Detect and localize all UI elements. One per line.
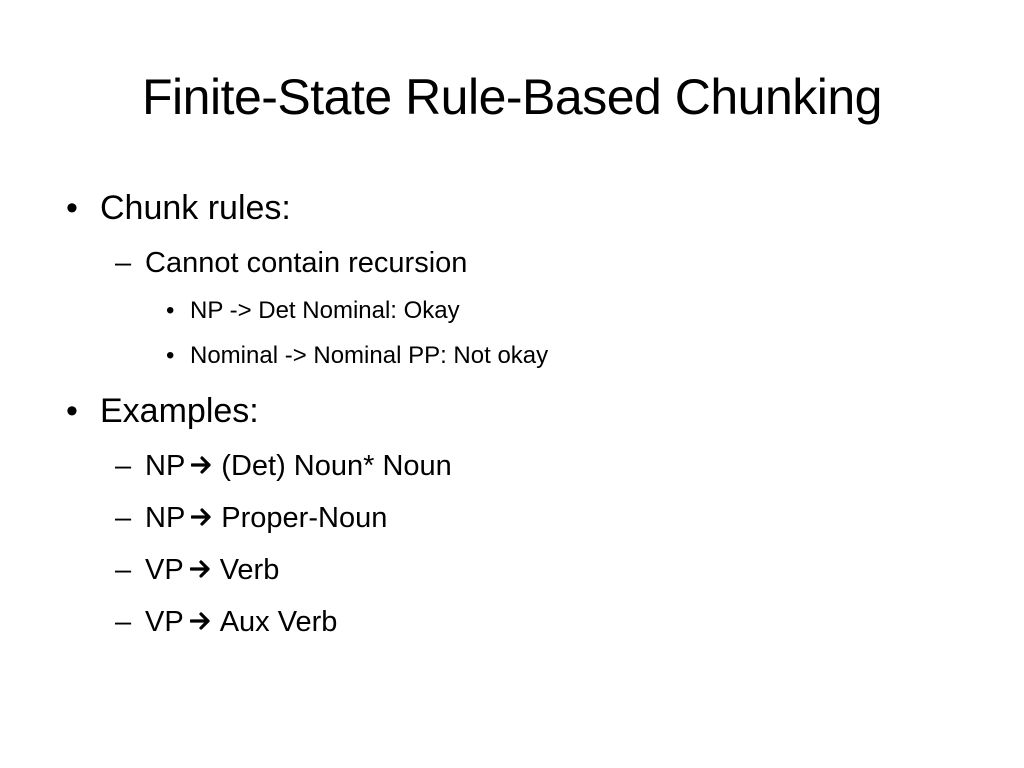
rule-text [145, 499, 387, 537]
sub-bullet-text: Cannot contain recursion [145, 247, 468, 279]
dash-marker: – [115, 450, 132, 482]
right-arrow-icon [190, 559, 212, 579]
bullet-marker: • [166, 342, 175, 369]
bullet-text: Chunk rules: [100, 189, 291, 227]
bullet-marker: • [66, 189, 78, 227]
rule-rhs: Proper-Noun [221, 502, 388, 534]
sub-sub-bullet-text: Nominal -> Nominal PP: Not okay [190, 342, 549, 369]
rule-lhs: VP [145, 554, 184, 586]
rule-rhs: Aux Verb [219, 606, 338, 638]
dash-marker: – [115, 554, 132, 586]
dash-marker: – [115, 606, 132, 638]
bullet-marker: • [66, 392, 78, 430]
rule-text [145, 447, 452, 485]
bullet-marker: • [166, 297, 175, 324]
rule-rhs: (Det) Noun* Noun [221, 450, 452, 482]
right-arrow-icon [190, 611, 212, 631]
bullet-text: Examples: [100, 392, 259, 430]
slide-title: Finite-State Rule-Based Chunking [142, 69, 882, 125]
rule-lhs: NP [145, 450, 186, 482]
rule-lhs: VP [145, 606, 184, 638]
right-arrow-icon [191, 507, 213, 527]
rule-lhs: NP [145, 502, 186, 534]
rule-text [145, 603, 337, 641]
rule-text [145, 551, 279, 589]
rule-rhs: Verb [219, 554, 280, 586]
right-arrow-icon [191, 455, 213, 475]
sub-sub-bullet-text: NP -> Det Nominal: Okay [190, 297, 460, 324]
dash-marker: – [115, 502, 132, 534]
dash-marker: – [115, 247, 132, 279]
